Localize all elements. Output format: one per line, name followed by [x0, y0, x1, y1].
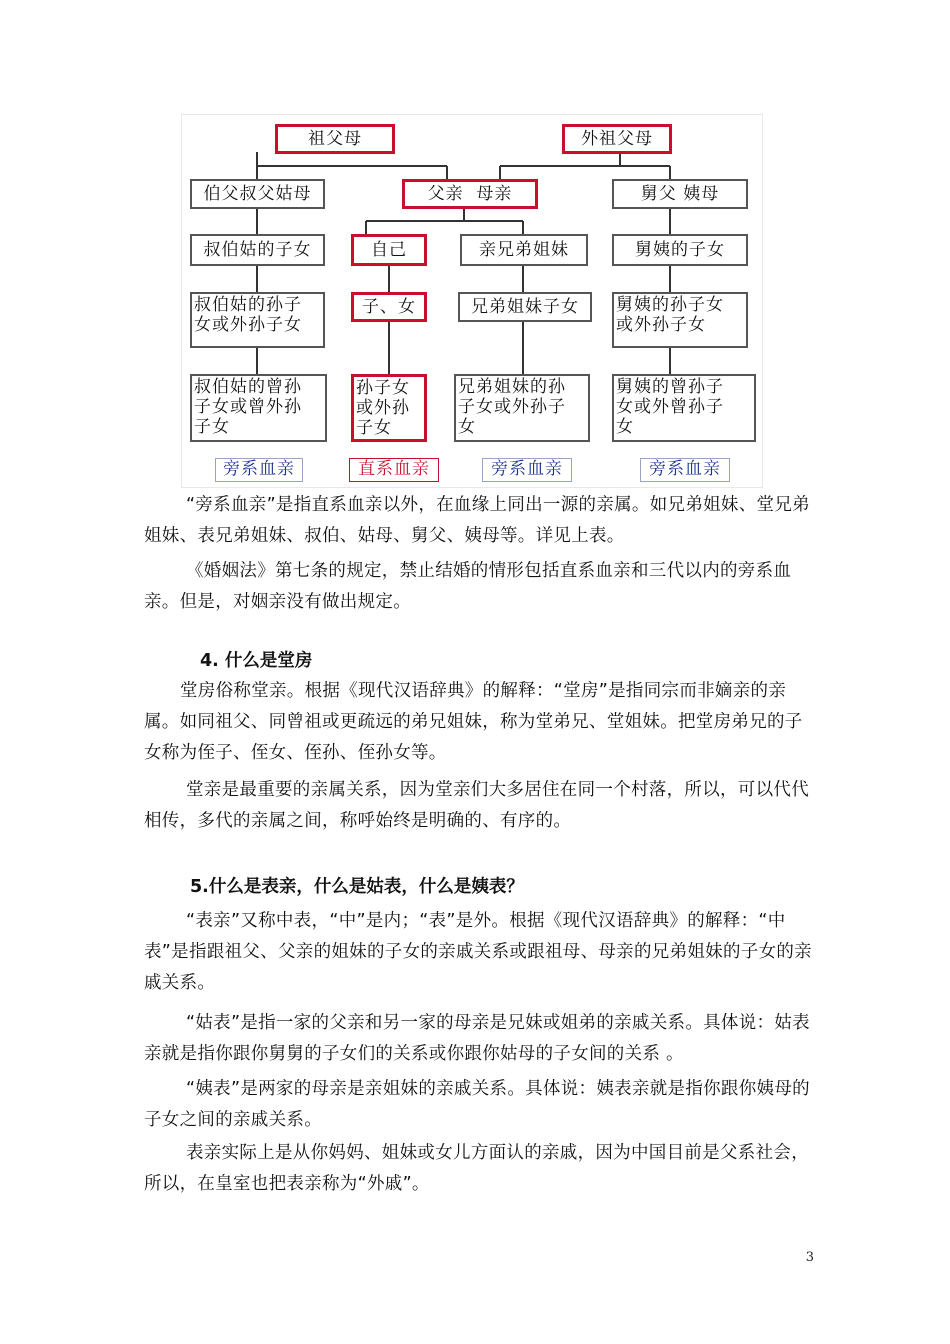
section-heading-5: 5.什么是表亲，什么是姑表，什么是姨表？ [190, 877, 524, 897]
node-siblings-children: 兄弟姐妹子女 [458, 292, 592, 322]
node-cousins-grandchildren: 叔伯姑的孙子 女或外孙子女 [190, 292, 325, 348]
section-heading-4: 4. 什么是堂房 [200, 651, 313, 671]
node-maternal-uncles-aunts: 舅父 姨母 [612, 179, 748, 209]
paragraph-tangfang-definition: 堂房俗称堂亲。根据《现代汉语辞典》的解释：“堂房”是指同宗而非嫡亲的亲属。如同祖父、同曾祖或更疏远的弟兄姐妹，称为堂弟兄、堂姐妹。把堂房弟兄的子女称为侄子、侄女、侄孙、侄孙女等。 [144, 681, 803, 763]
node-grandparents: 祖父母 [275, 124, 395, 154]
node-cousins-great-grandchildren: 叔伯姑的曾孙 子女或曾外孙 子女 [190, 374, 327, 442]
node-children: 子、女 [351, 292, 427, 322]
paragraph-marriage-law: 《婚姻法》第七条的规定，禁止结婚的情形包括直系血亲和三代以内的旁系血亲。但是，对姻亲没有做出规定。 [144, 561, 792, 612]
node-uncles-aunts: 伯父叔父姑母 [190, 179, 325, 209]
node-self: 自己 [351, 234, 427, 266]
category-label-collateral: 旁系血亲 [640, 458, 730, 482]
paragraph-tangqin-importance: 堂亲是最重要的亲属关系，因为堂亲们大多居住在同一个村落，所以，可以代代相传，多代的亲属之间，称呼始终是明确的、有序的。 [144, 780, 809, 831]
node-siblings-grandchildren: 兄弟姐妹的孙 子女或外孙子 女 [454, 374, 590, 442]
node-maternal-great-grandchildren: 舅姨的曾孙子 女或外曾孙子 女 [612, 374, 756, 442]
page-number: 3 [805, 1250, 814, 1265]
paragraph-collateral-definition: “旁系血亲”是指直系血亲以外，在血缘上同出一源的亲属。如兄弟姐妹、堂兄弟姐妹、表兄弟姐妹、叔伯、姑母、舅父、姨母等。详见上表。 [144, 495, 810, 546]
node-maternal-cousins-grandchildren: 舅姨的孙子女 或外孙子女 [612, 292, 748, 348]
node-siblings: 亲兄弟姐妹 [460, 234, 588, 266]
category-label-collateral: 旁系血亲 [215, 458, 303, 482]
node-maternal-cousins: 舅姨的子女 [612, 234, 748, 266]
category-label-lineal: 直系血亲 [349, 458, 439, 482]
kinship-chart [181, 114, 763, 488]
node-cousins: 叔伯姑的子女 [190, 234, 325, 266]
paragraph-waiqi: 表亲实际上是从你妈妈、姐妹或女儿方面认的亲戚，因为中国目前是父系社会，所以，在皇室也把表亲称为“外戚”。 [144, 1143, 809, 1194]
node-maternal-grandparents: 外祖父母 [562, 124, 672, 154]
category-label-collateral: 旁系血亲 [482, 458, 572, 482]
node-grandchildren: 孙子女 或外孙 子女 [351, 374, 427, 442]
paragraph-biaoqin-definition: “表亲”又称中表，“中”是内；“表”是外。根据《现代汉语辞典》的解释：“中表”是指跟祖父、父亲的姐妹的子女的亲戚关系或跟祖母、母亲的兄弟姐妹的子女的亲戚关系。 [144, 911, 812, 993]
paragraph-yibiao: “姨表”是两家的母亲是亲姐妹的亲戚关系。具体说：姨表亲就是指你跟你姨母的子女之间的亲戚关系。 [144, 1079, 810, 1130]
paragraph-gubiao: “姑表”是指一家的父亲和另一家的母亲是兄妹或姐弟的亲戚关系。具体说：姑表亲就是指你跟你舅舅的子女们的关系或你跟你姑母的子女间的关系 。 [144, 1013, 810, 1064]
node-parents: 父亲 母亲 [402, 179, 538, 209]
